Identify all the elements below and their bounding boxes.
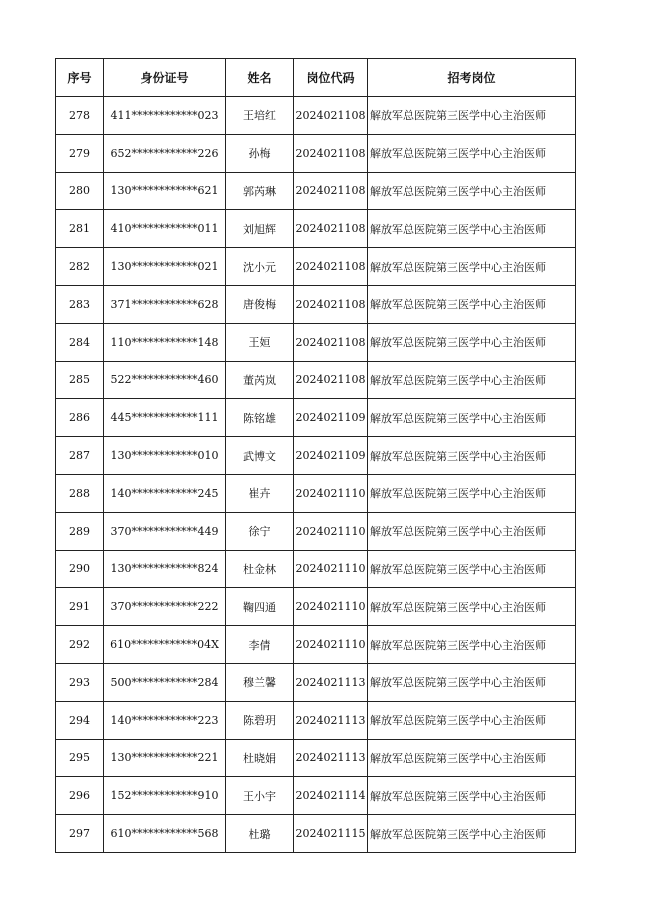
cell-id-card: 140************223 — [104, 701, 226, 739]
cell-post: 解放军总医院第三医学中心主治医师 — [368, 248, 576, 286]
cell-post-code: 2024021110 — [294, 550, 368, 588]
cell-post-code: 2024021108 — [294, 210, 368, 248]
cell-name: 孙梅 — [226, 134, 294, 172]
cell-post: 解放军总医院第三医学中心主治医师 — [368, 399, 576, 437]
cell-post: 解放军总医院第三医学中心主治医师 — [368, 815, 576, 853]
cell-seq: 281 — [56, 210, 104, 248]
cell-post-code: 2024021113 — [294, 739, 368, 777]
cell-id-card: 130************221 — [104, 739, 226, 777]
cell-post: 解放军总医院第三医学中心主治医师 — [368, 97, 576, 135]
cell-post: 解放军总医院第三医学中心主治医师 — [368, 626, 576, 664]
table-row — [56, 550, 576, 588]
cell-post: 解放军总医院第三医学中心主治医师 — [368, 588, 576, 626]
cell-seq: 279 — [56, 134, 104, 172]
cell-id-card: 500************284 — [104, 663, 226, 701]
table-row — [56, 97, 576, 135]
header-seq: 序号 — [56, 59, 104, 97]
cell-name: 王姮 — [226, 323, 294, 361]
cell-post: 解放军总医院第三医学中心主治医师 — [368, 210, 576, 248]
cell-post-code: 2024021110 — [294, 474, 368, 512]
cell-post-code: 2024021108 — [294, 323, 368, 361]
cell-name: 唐俊梅 — [226, 285, 294, 323]
cell-post-code: 2024021110 — [294, 512, 368, 550]
table-row — [56, 474, 576, 512]
cell-name: 崔卉 — [226, 474, 294, 512]
cell-post: 解放军总医院第三医学中心主治医师 — [368, 474, 576, 512]
cell-post-code: 2024021113 — [294, 663, 368, 701]
cell-id-card: 110************148 — [104, 323, 226, 361]
header-post-code: 岗位代码 — [294, 59, 368, 97]
table-header-row — [56, 59, 576, 97]
cell-id-card: 370************222 — [104, 588, 226, 626]
cell-seq: 289 — [56, 512, 104, 550]
cell-post-code: 2024021109 — [294, 399, 368, 437]
header-id-card: 身份证号 — [104, 59, 226, 97]
candidate-table — [55, 58, 576, 853]
cell-id-card: 411************023 — [104, 97, 226, 135]
table-row — [56, 815, 576, 853]
cell-post: 解放军总医院第三医学中心主治医师 — [368, 134, 576, 172]
table-row — [56, 361, 576, 399]
cell-seq: 290 — [56, 550, 104, 588]
cell-post-code: 2024021108 — [294, 172, 368, 210]
table-row — [56, 777, 576, 815]
cell-post-code: 2024021108 — [294, 361, 368, 399]
cell-name: 刘旭辉 — [226, 210, 294, 248]
table-row — [56, 399, 576, 437]
cell-seq: 297 — [56, 815, 104, 853]
cell-id-card: 130************010 — [104, 437, 226, 475]
cell-post: 解放军总医院第三医学中心主治医师 — [368, 361, 576, 399]
cell-post: 解放军总医院第三医学中心主治医师 — [368, 437, 576, 475]
table-row — [56, 701, 576, 739]
table-row — [56, 626, 576, 664]
cell-id-card: 610************568 — [104, 815, 226, 853]
cell-seq: 296 — [56, 777, 104, 815]
table-row — [56, 210, 576, 248]
cell-id-card: 130************021 — [104, 248, 226, 286]
cell-id-card: 410************011 — [104, 210, 226, 248]
table-row — [56, 134, 576, 172]
cell-name: 王培红 — [226, 97, 294, 135]
cell-post: 解放军总医院第三医学中心主治医师 — [368, 285, 576, 323]
cell-name: 杜璐 — [226, 815, 294, 853]
cell-name: 杜晓娟 — [226, 739, 294, 777]
cell-seq: 285 — [56, 361, 104, 399]
cell-seq: 291 — [56, 588, 104, 626]
cell-id-card: 610************04X — [104, 626, 226, 664]
table-row — [56, 437, 576, 475]
cell-name: 郭芮琳 — [226, 172, 294, 210]
cell-seq: 280 — [56, 172, 104, 210]
cell-post: 解放军总医院第三医学中心主治医师 — [368, 701, 576, 739]
cell-post: 解放军总医院第三医学中心主治医师 — [368, 739, 576, 777]
table-row — [56, 663, 576, 701]
cell-post: 解放军总医院第三医学中心主治医师 — [368, 550, 576, 588]
table-row — [56, 248, 576, 286]
cell-id-card: 152************910 — [104, 777, 226, 815]
cell-post-code: 2024021108 — [294, 134, 368, 172]
cell-post-code: 2024021108 — [294, 97, 368, 135]
cell-name: 穆兰馨 — [226, 663, 294, 701]
cell-id-card: 371************628 — [104, 285, 226, 323]
cell-seq: 282 — [56, 248, 104, 286]
cell-post-code: 2024021108 — [294, 248, 368, 286]
cell-seq: 286 — [56, 399, 104, 437]
cell-name: 王小宇 — [226, 777, 294, 815]
cell-seq: 293 — [56, 663, 104, 701]
cell-name: 陈碧玥 — [226, 701, 294, 739]
cell-id-card: 130************621 — [104, 172, 226, 210]
cell-name: 李倩 — [226, 626, 294, 664]
cell-seq: 278 — [56, 97, 104, 135]
cell-id-card: 130************824 — [104, 550, 226, 588]
table-row — [56, 172, 576, 210]
header-post: 招考岗位 — [368, 59, 576, 97]
cell-seq: 292 — [56, 626, 104, 664]
cell-post-code: 2024021110 — [294, 588, 368, 626]
cell-post: 解放军总医院第三医学中心主治医师 — [368, 323, 576, 361]
cell-id-card: 652************226 — [104, 134, 226, 172]
cell-name: 徐宁 — [226, 512, 294, 550]
cell-name: 陈铭雄 — [226, 399, 294, 437]
cell-name: 沈小元 — [226, 248, 294, 286]
table-body — [56, 97, 576, 853]
table-row — [56, 323, 576, 361]
cell-id-card: 522************460 — [104, 361, 226, 399]
cell-post-code: 2024021110 — [294, 626, 368, 664]
cell-post: 解放军总医院第三医学中心主治医师 — [368, 512, 576, 550]
cell-post-code: 2024021109 — [294, 437, 368, 475]
cell-post-code: 2024021114 — [294, 777, 368, 815]
cell-seq: 287 — [56, 437, 104, 475]
table-row — [56, 285, 576, 323]
cell-post-code: 2024021113 — [294, 701, 368, 739]
cell-seq: 288 — [56, 474, 104, 512]
table-row — [56, 739, 576, 777]
table-row — [56, 512, 576, 550]
cell-post: 解放军总医院第三医学中心主治医师 — [368, 172, 576, 210]
cell-id-card: 140************245 — [104, 474, 226, 512]
cell-name: 鞠四通 — [226, 588, 294, 626]
cell-post: 解放军总医院第三医学中心主治医师 — [368, 777, 576, 815]
table-row — [56, 588, 576, 626]
cell-seq: 294 — [56, 701, 104, 739]
cell-name: 董芮岚 — [226, 361, 294, 399]
cell-id-card: 370************449 — [104, 512, 226, 550]
cell-seq: 295 — [56, 739, 104, 777]
cell-name: 杜金林 — [226, 550, 294, 588]
cell-seq: 284 — [56, 323, 104, 361]
cell-id-card: 445************111 — [104, 399, 226, 437]
header-name: 姓名 — [226, 59, 294, 97]
cell-post-code: 2024021108 — [294, 285, 368, 323]
cell-post: 解放军总医院第三医学中心主治医师 — [368, 663, 576, 701]
cell-seq: 283 — [56, 285, 104, 323]
cell-post-code: 2024021115 — [294, 815, 368, 853]
cell-name: 武博文 — [226, 437, 294, 475]
